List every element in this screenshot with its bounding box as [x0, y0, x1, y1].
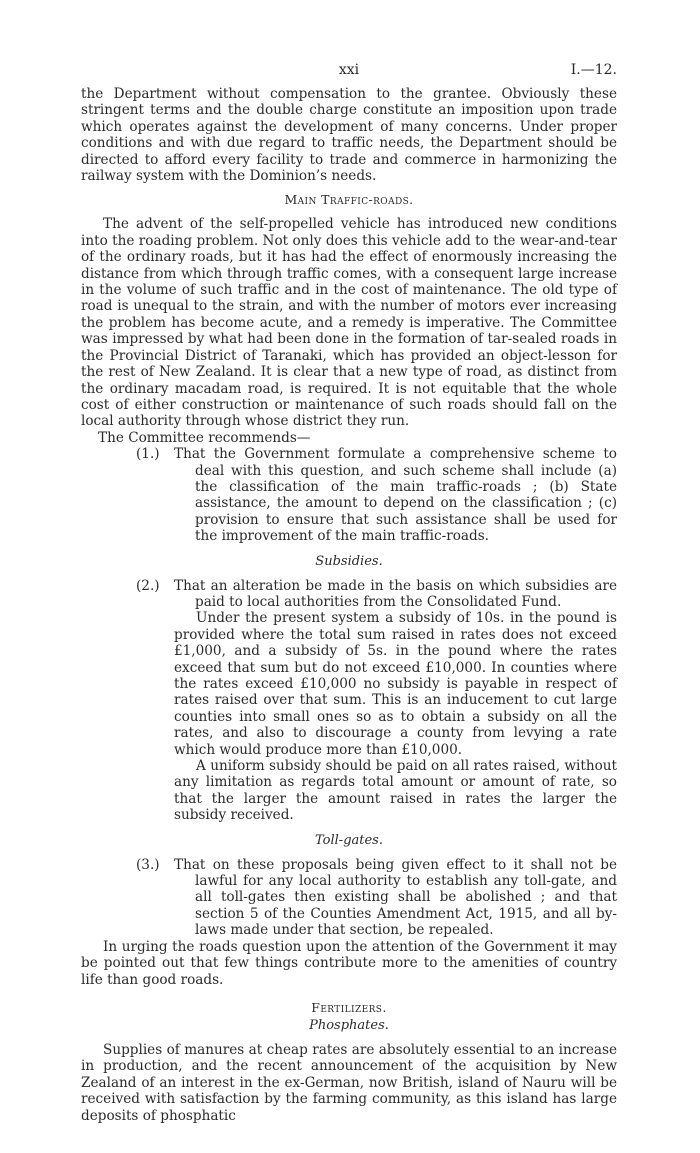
recommendation-number: (2.) — [136, 577, 160, 594]
recommendation-number: (3.) — [136, 856, 160, 873]
recommendation-text: That an alteration be made in the basis on which subsidies are paid to local authorities from the Consolidated Fund. — [174, 577, 617, 610]
main-roads-paragraph: The advent of the self-propelled vehicle has introduced new conditions into the roading problem. Not only does this vehicle add to the wear-and-tear of the ordinary roads, but it has had the effect of enormously increasing the distance from which through traffic comes, with a consequent large increase in the volume of such traffic and in the cost of maintenance. The old type of road is unequal to the strain, and with the number of motors ever increasing the problem has become acute, and a remedy is imperative. The Committee was impressed by what had been done in the formation of tar-sealed roads in the Provincial District of Taranaki, which has provided an object-lesson for the rest of New Zealand. It is clear that a new type of road, as distinct from the ordinary macadam road, is required. It is not equitable that the whole cost of either construction or maintenance of such roads should fall on the local authority through whose district they run. — [81, 216, 617, 430]
intro-paragraph: the Department without compensation to the grantee. Obviously these stringent terms and the double charge constitute an imposition upon trade which operates against the development of many concerns. Under proper conditions and with due regard to traffic needs, the Department should be directed to afford every facility to trade and commerce in harmonizing the railway system with the Dominion’s needs. — [81, 86, 617, 185]
recommendation-text: That on these proposals being given effect to it shall not be lawful for any local authority to establish any toll-gate, and all toll-gates then existing shall be abolished ; and that section 5 of the Counties Amendment Act, 1915, and all by-laws made under that section, be repealed. — [174, 856, 617, 939]
recommendation-text: That the Government formulate a comprehensive scheme to deal with this question, and such scheme shall include (a) the classification of the main traffic-roads ; (b) State assistance, the amount to depend on the classification ; (c) provision to ensure that such assistance shall be used for the improvement of the main traffic-roads. — [174, 446, 617, 545]
subheading-subsidies: Subsidies. — [315, 553, 383, 569]
recommendation-2 — [81, 578, 617, 824]
phosphates-paragraph: Supplies of manures at cheap rates are absolutely essential to an increase in production, and the recent announcement of the acquisition by New Zealand of an interest in the ex-German, now British, island of Nauru will be received with satisfaction by the farming community, as this island has large deposits of phosphatic — [81, 1041, 617, 1124]
recommendation-number: (1.) — [136, 446, 160, 463]
section-heading-fertilizers: Fertilizers. — [311, 999, 387, 1015]
recommendation-3 — [81, 857, 617, 939]
page-header — [81, 62, 617, 86]
subheading-toll-gates: Toll-gates. — [315, 832, 383, 848]
document-reference: I.—12. — [570, 62, 617, 78]
subsidies-paragraph-1: Under the present system a subsidy of 10s. in the pound is provided where the total sum raised in rates does not exceed £1,000, and a subsidy of 5s. in the pound where the rates exceed that sum but do not exceed £10,000. In counties where the rates exceed £10,000 no subsidy is payable in respect of rates raised over that sum. This is an inducement to cut large counties into small ones so as to obtain a subsidy on all the rates, and also to discourage a county from levying a rate which would produce more than £10,000. — [174, 610, 617, 758]
committee-recommends: The Committee recommends— — [98, 429, 311, 446]
page-number: xxi — [338, 62, 360, 78]
recommendation-1 — [81, 446, 617, 544]
subsidies-paragraph-2: A uniform subsidy should be paid on all rates raised, without any limitation as regards total amount or amount of rate, so that the larger the amount raised in rates the larger the subsidy received. — [174, 758, 617, 824]
section-heading-main-roads: Main Traffic-roads. — [284, 192, 414, 208]
subheading-phosphates: Phosphates. — [309, 1017, 389, 1033]
document-page — [81, 62, 617, 1124]
closing-paragraph: In urging the roads question upon the attention of the Government it may be pointed out that few things contribute more to the amenities of country life than good roads. — [81, 938, 617, 988]
